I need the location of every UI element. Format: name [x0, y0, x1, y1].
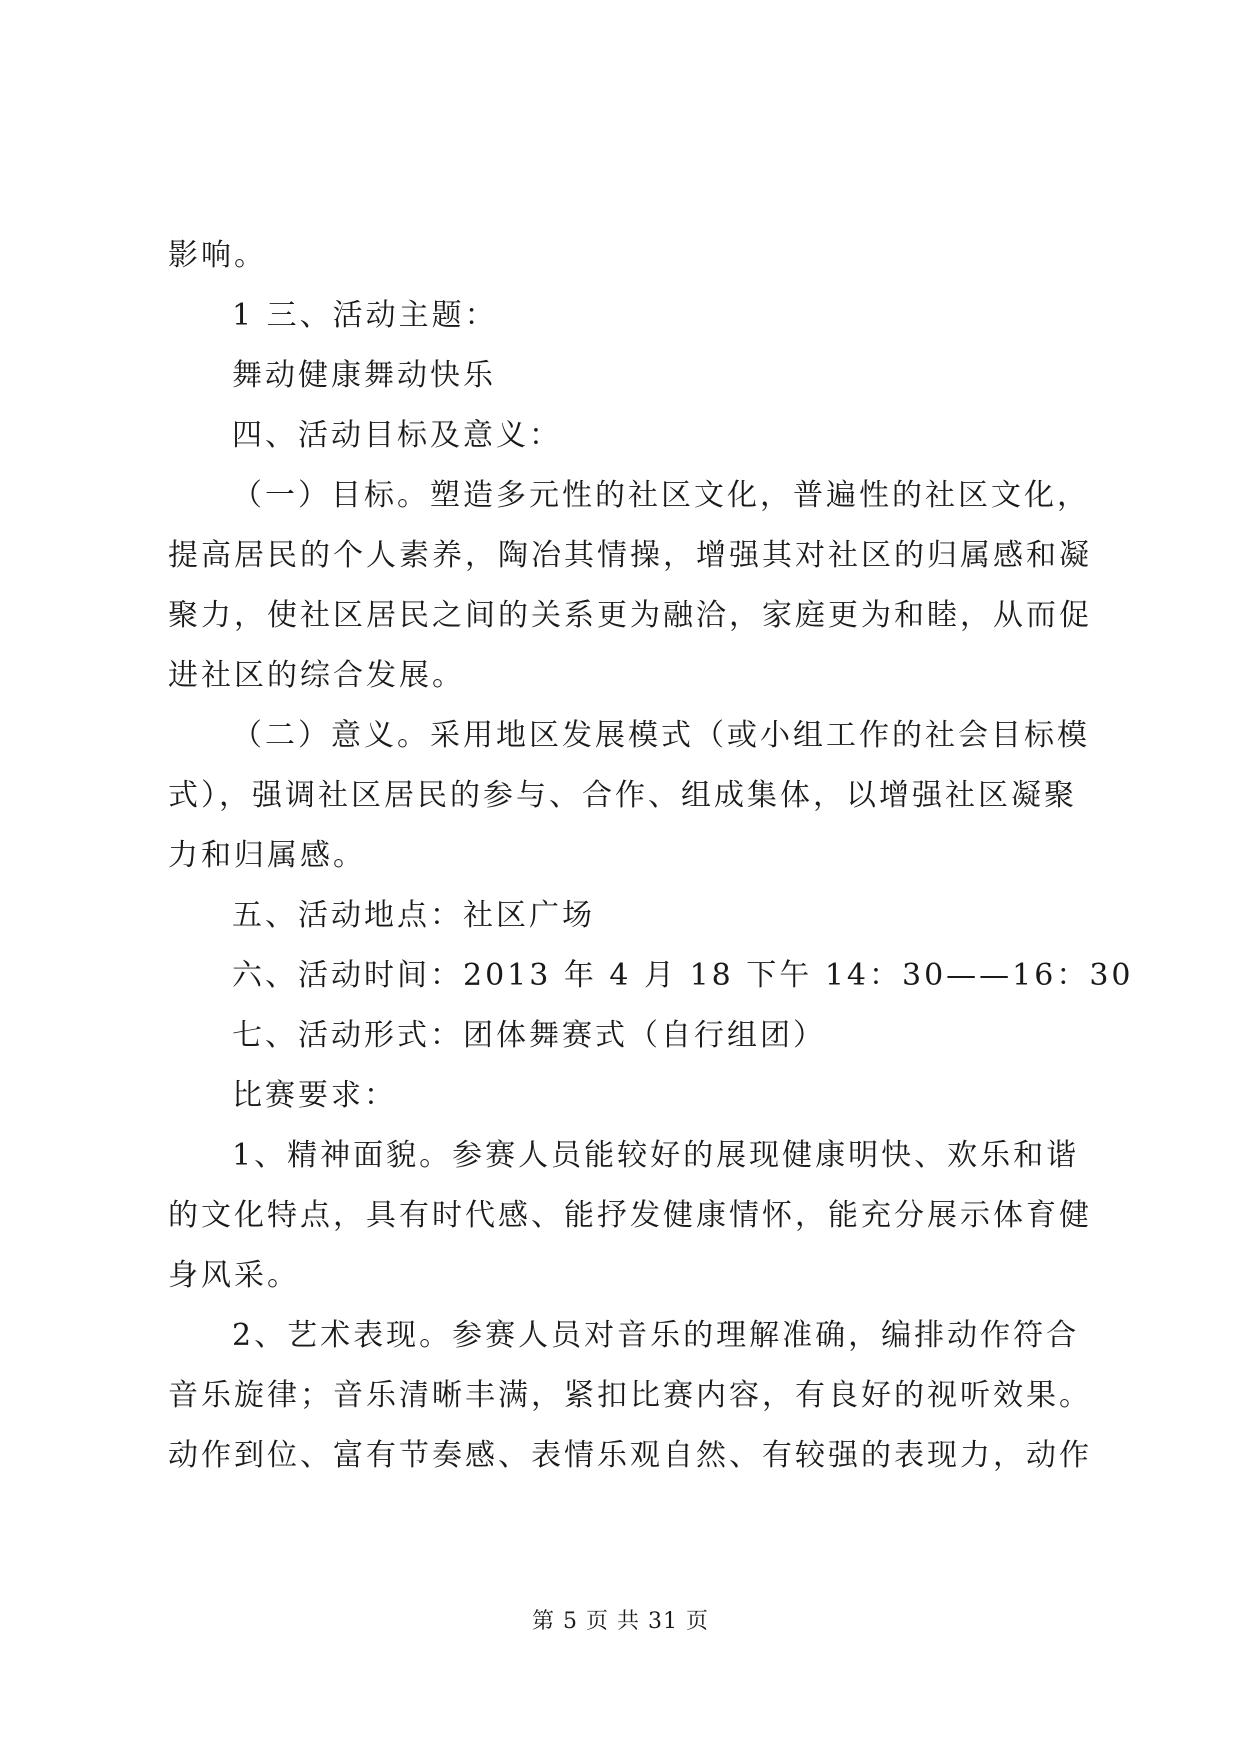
text-line: 提高居民的个人素养，陶冶其情操，增强其对社区的归属感和凝	[168, 538, 1092, 573]
text-line: 音乐旋律；音乐清晰丰满，紧扣比赛内容，有良好的视听效果。	[168, 1378, 1092, 1413]
text-line: 动作到位、富有节奏感、表情乐观自然、有较强的表现力，动作	[168, 1438, 1092, 1473]
section-heading: 四、活动目标及意义：	[232, 418, 562, 453]
document-body	[168, 226, 1134, 1486]
text-line: 的文化特点，具有时代感、能抒发健康情怀，能充分展示体育健	[168, 1198, 1092, 1233]
text-line: 进社区的综合发展。	[168, 658, 465, 693]
text-line: 舞动健康舞动快乐	[232, 358, 496, 393]
text-line: 力和归属感。	[168, 838, 366, 873]
text-line: 比赛要求：	[232, 1078, 397, 1113]
section-heading: 六、活动时间：2013 年 4 月 18 下午 14：30——16：30	[232, 958, 1134, 993]
page-number-footer: 第 5 页 共 31 页	[532, 1609, 709, 1634]
text-line: 1 三、活动主题：	[232, 298, 498, 333]
text-line: 1、精神面貌。参赛人员能较好的展现健康明快、欢乐和谐	[232, 1138, 1080, 1173]
section-heading: 七、活动形式：团体舞赛式（自行组团）	[232, 1018, 826, 1053]
text-line: （二）意义。采用地区发展模式（或小组工作的社会目标模	[232, 718, 1090, 753]
text-line: 式），强调社区居民的参与、合作、组成集体，以增强社区凝聚	[168, 778, 1077, 813]
text-line: 聚力，使社区居民之间的关系更为融洽，家庭更为和睦，从而促	[168, 598, 1092, 633]
text-line: 身风采。	[168, 1258, 300, 1293]
section-heading: 五、活动地点：社区广场	[232, 898, 595, 933]
text-line: （一）目标。塑造多元性的社区文化，普遍性的社区文化，	[232, 478, 1090, 513]
text-line: 2、艺术表现。参赛人员对音乐的理解准确，编排动作符合	[232, 1318, 1080, 1353]
text-line: 影响。	[168, 238, 267, 273]
